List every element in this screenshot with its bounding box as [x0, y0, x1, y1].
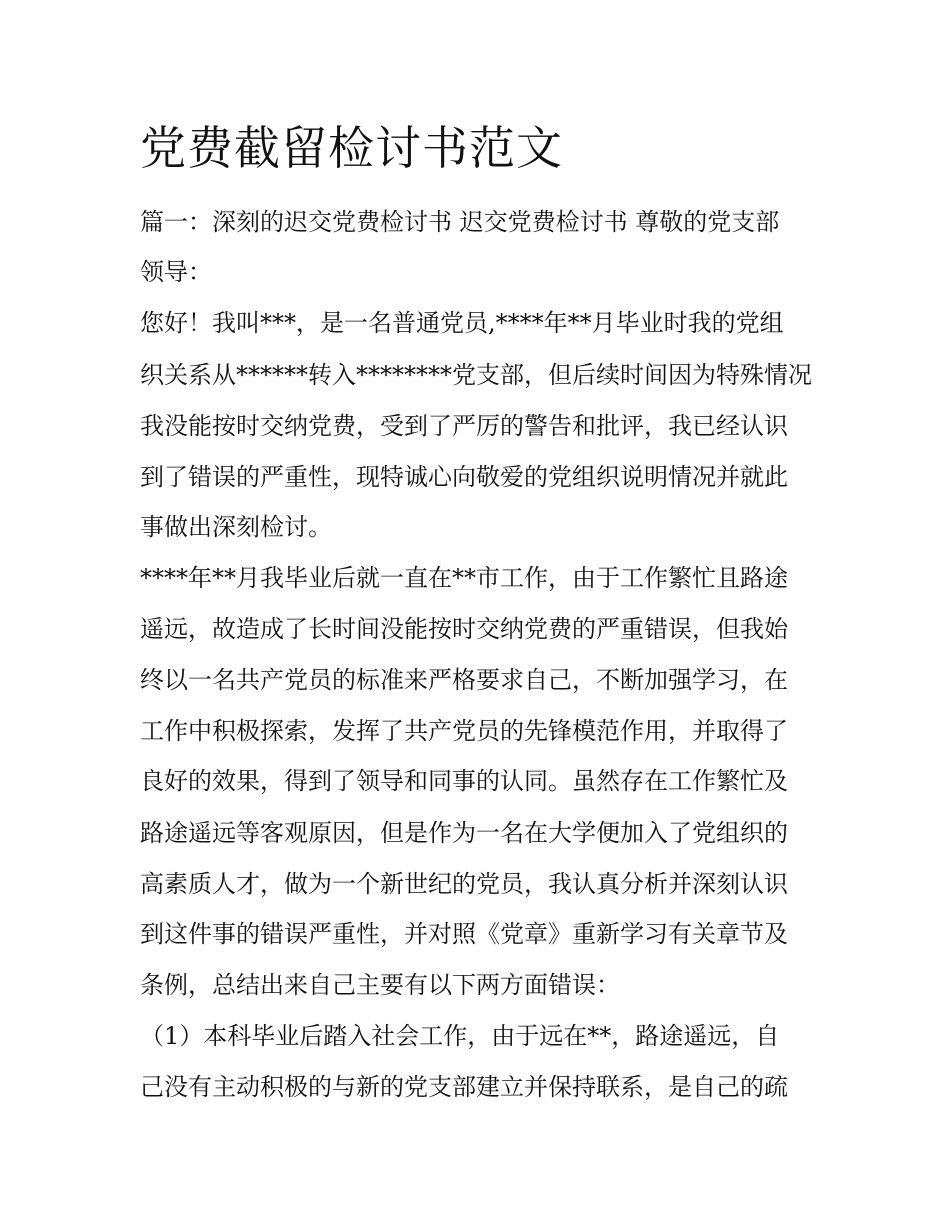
text-line: ****年**月我毕业后就一直在**市工作，由于工作繁忙且路途 — [140, 564, 788, 592]
text-line: 工作中积极探索，发挥了共产党员的先锋模范作用，并取得了 — [140, 717, 788, 745]
text-line: 终以一名共产党员的标准来严格要求自己，不断加强学习，在 — [140, 666, 788, 694]
document-title: 党费截留检讨书范文 — [140, 121, 563, 175]
text-line: 我没能按时交纳党费，受到了严厉的警告和批评，我已经认识 — [140, 412, 788, 440]
text-line: 条例，总结出来自己主要有以下两方面错误： — [140, 971, 620, 999]
text-line: 良好的效果，得到了领导和同事的认同。虽然存在工作繁忙及 — [140, 767, 788, 795]
text-line: 路途遥远等客观原因，但是作为一名在大学便加入了党组织的 — [140, 819, 788, 847]
text-line: 到这件事的错误严重性，并对照《党章》重新学习有关章节及 — [140, 920, 788, 948]
text-line: 遥远，故造成了长时间没能按时交纳党费的严重错误，但我始 — [140, 615, 788, 643]
text-line: 高素质人才，做为一个新世纪的党员，我认真分析并深刻认识 — [140, 870, 788, 898]
text-line: 织关系从******转入********党支部，但后续时间因为特殊情况 — [140, 361, 812, 389]
text-line: 您好！我叫***，是一名普通党员,****年**月毕业时我的党组 — [140, 309, 784, 337]
text-line: （1）本科毕业后踏入社会工作，由于远在**，路途遥远，自 — [140, 1022, 780, 1050]
text-line: 己没有主动积极的与新的党支部建立并保持联系，是自己的疏 — [140, 1073, 788, 1101]
text-line: 事做出深刻检讨。 — [140, 513, 332, 541]
text-line: 篇一：深刻的迟交党费检讨书 迟交党费检讨书 尊敬的党支部 — [140, 208, 780, 236]
text-line: 到了错误的严重性，现特诚心向敬爱的党组织说明情况并就此 — [140, 463, 788, 491]
text-line: 领导： — [140, 258, 212, 286]
